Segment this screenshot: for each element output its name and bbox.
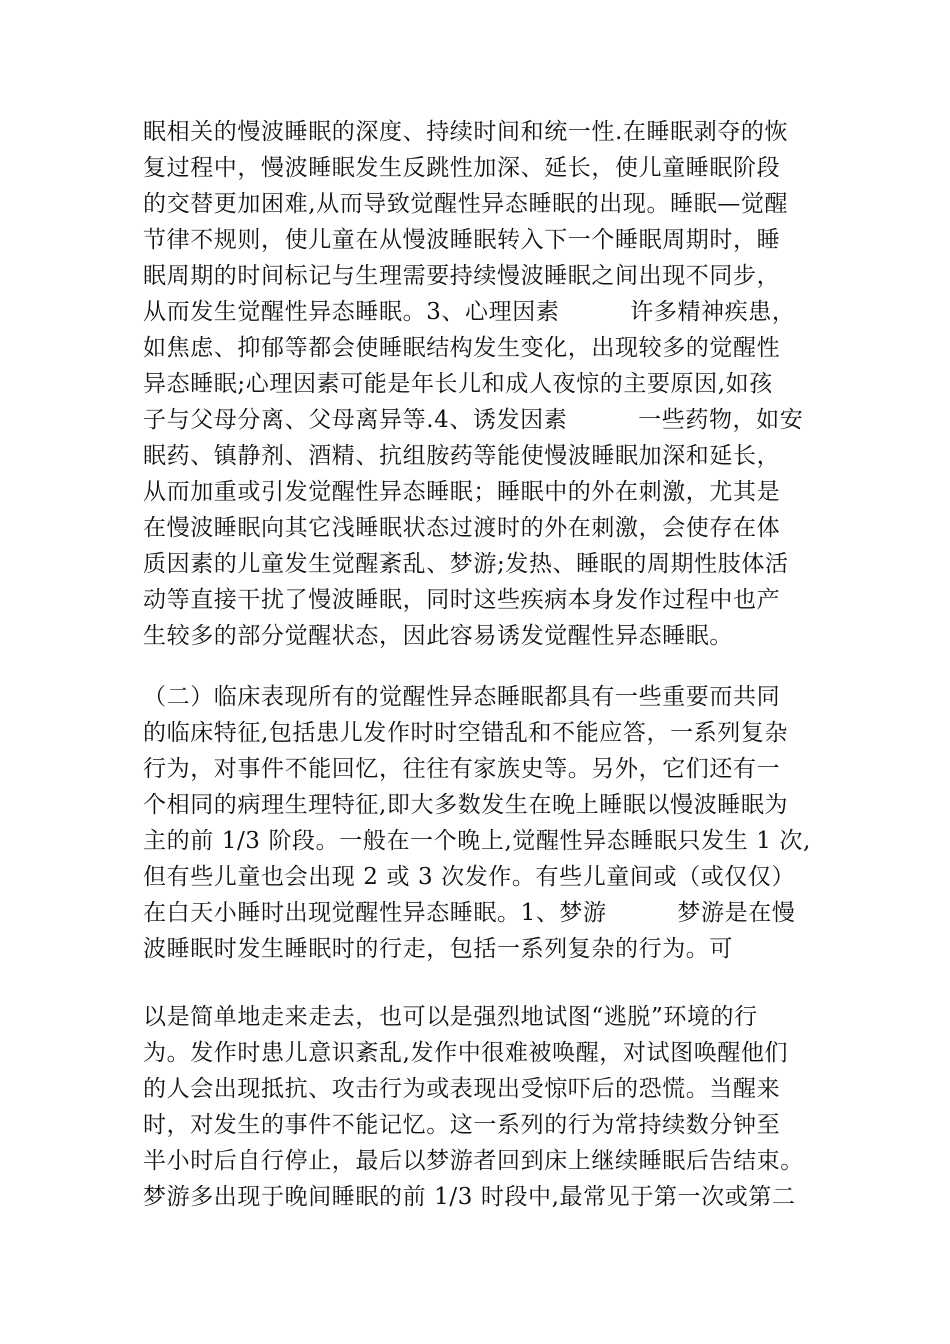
text-line: 从而加重或引发觉醒性异态睡眠；睡眠中的外在刺激，尤其是 [143, 479, 781, 505]
text-line: 子与父母分离、父母离异等.4、诱发因素 一些药物，如安 [143, 407, 804, 433]
text-line: 为。发作时患儿意识紊乱,发作中很难被唤醒，对试图唤醒他们 [143, 1040, 789, 1066]
text-line: （二）临床表现所有的觉醒性异态睡眠都具有一些重要而共同 [143, 684, 781, 710]
text-line: 异态睡眠;心理因素可能是年长儿和成人夜惊的主要原因,如孩 [143, 371, 773, 397]
text-line: 主的前 1/3 阶段。一般在一个晚上,觉醒性异态睡眠只发生 1 次, [143, 828, 811, 854]
text-line: 的交替更加困难,从而导致觉醒性异态睡眠的出现。睡眠—觉醒 [143, 191, 789, 217]
text-line: 但有些儿童也会出现 2 或 3 次发作。有些儿童间或（或仅仅） [143, 864, 796, 890]
text-line: 生较多的部分觉醒状态，因此容易诱发觉醒性异态睡眠。 [143, 623, 733, 649]
text-line: 个相同的病理生理特征,即大多数发生在晚上睡眠以慢波睡眠为 [143, 792, 789, 818]
text-line: 的人会出现抵抗、攻击行为或表现出受惊吓后的恐慌。当醒来 [143, 1076, 781, 1102]
text-line: 眠药、镇静剂、酒精、抗组胺药等能使慢波睡眠加深和延长， [143, 443, 781, 469]
text-line: 在白天小睡时出现觉醒性异态睡眠。1、梦游 梦游是在慢 [143, 900, 796, 926]
text-line: 波睡眠时发生睡眠时的行走，包括一系列复杂的行为。可 [143, 936, 733, 962]
text-line: 眠周期的时间标记与生理需要持续慢波睡眠之间出现不同步， [143, 263, 781, 289]
text-line: 半小时后自行停止，最后以梦游者回到床上继续睡眠后告结束。 [143, 1148, 804, 1174]
text-line: 行为，对事件不能回忆，往往有家族史等。另外，它们还有一 [143, 756, 781, 782]
text-line: 时，对发生的事件不能记忆。这一系列的行为常持续数分钟至 [143, 1112, 781, 1138]
text-line: 复过程中，慢波睡眠发生反跳性加深、延长，使儿童睡眠阶段 [143, 155, 781, 181]
text-line: 质因素的儿童发生觉醒紊乱、梦游;发热、睡眠的周期性肢体活 [143, 551, 789, 577]
text-line: 的临床特征,包括患儿发作时时空错乱和不能应答，一系列复杂 [143, 720, 789, 746]
text-line: 梦游多出现于晚间睡眠的前 1/3 时段中,最常见于第一次或第二 [143, 1184, 796, 1210]
text-line: 在慢波睡眠向其它浅睡眠状态过渡时的外在刺激，会使存在体 [143, 515, 781, 541]
text-line: 从而发生觉醒性异态睡眠。3、心理因素 许多精神疾患， [143, 299, 796, 325]
text-line: 如焦虑、抑郁等都会使睡眠结构发生变化，出现较多的觉醒性 [143, 335, 781, 361]
text-line: 动等直接干扰了慢波睡眠，同时这些疾病本身发作过程中也产 [143, 587, 781, 613]
text-line: 眠相关的慢波睡眠的深度、持续时间和统一性.在睡眠剥夺的恢 [143, 119, 789, 145]
text-line: 以是简单地走来走去，也可以是强烈地试图“逃脱”环境的行 [143, 1004, 758, 1030]
text-line: 节律不规则，使儿童在从慢波睡眠转入下一个睡眠周期时，睡 [143, 227, 781, 253]
